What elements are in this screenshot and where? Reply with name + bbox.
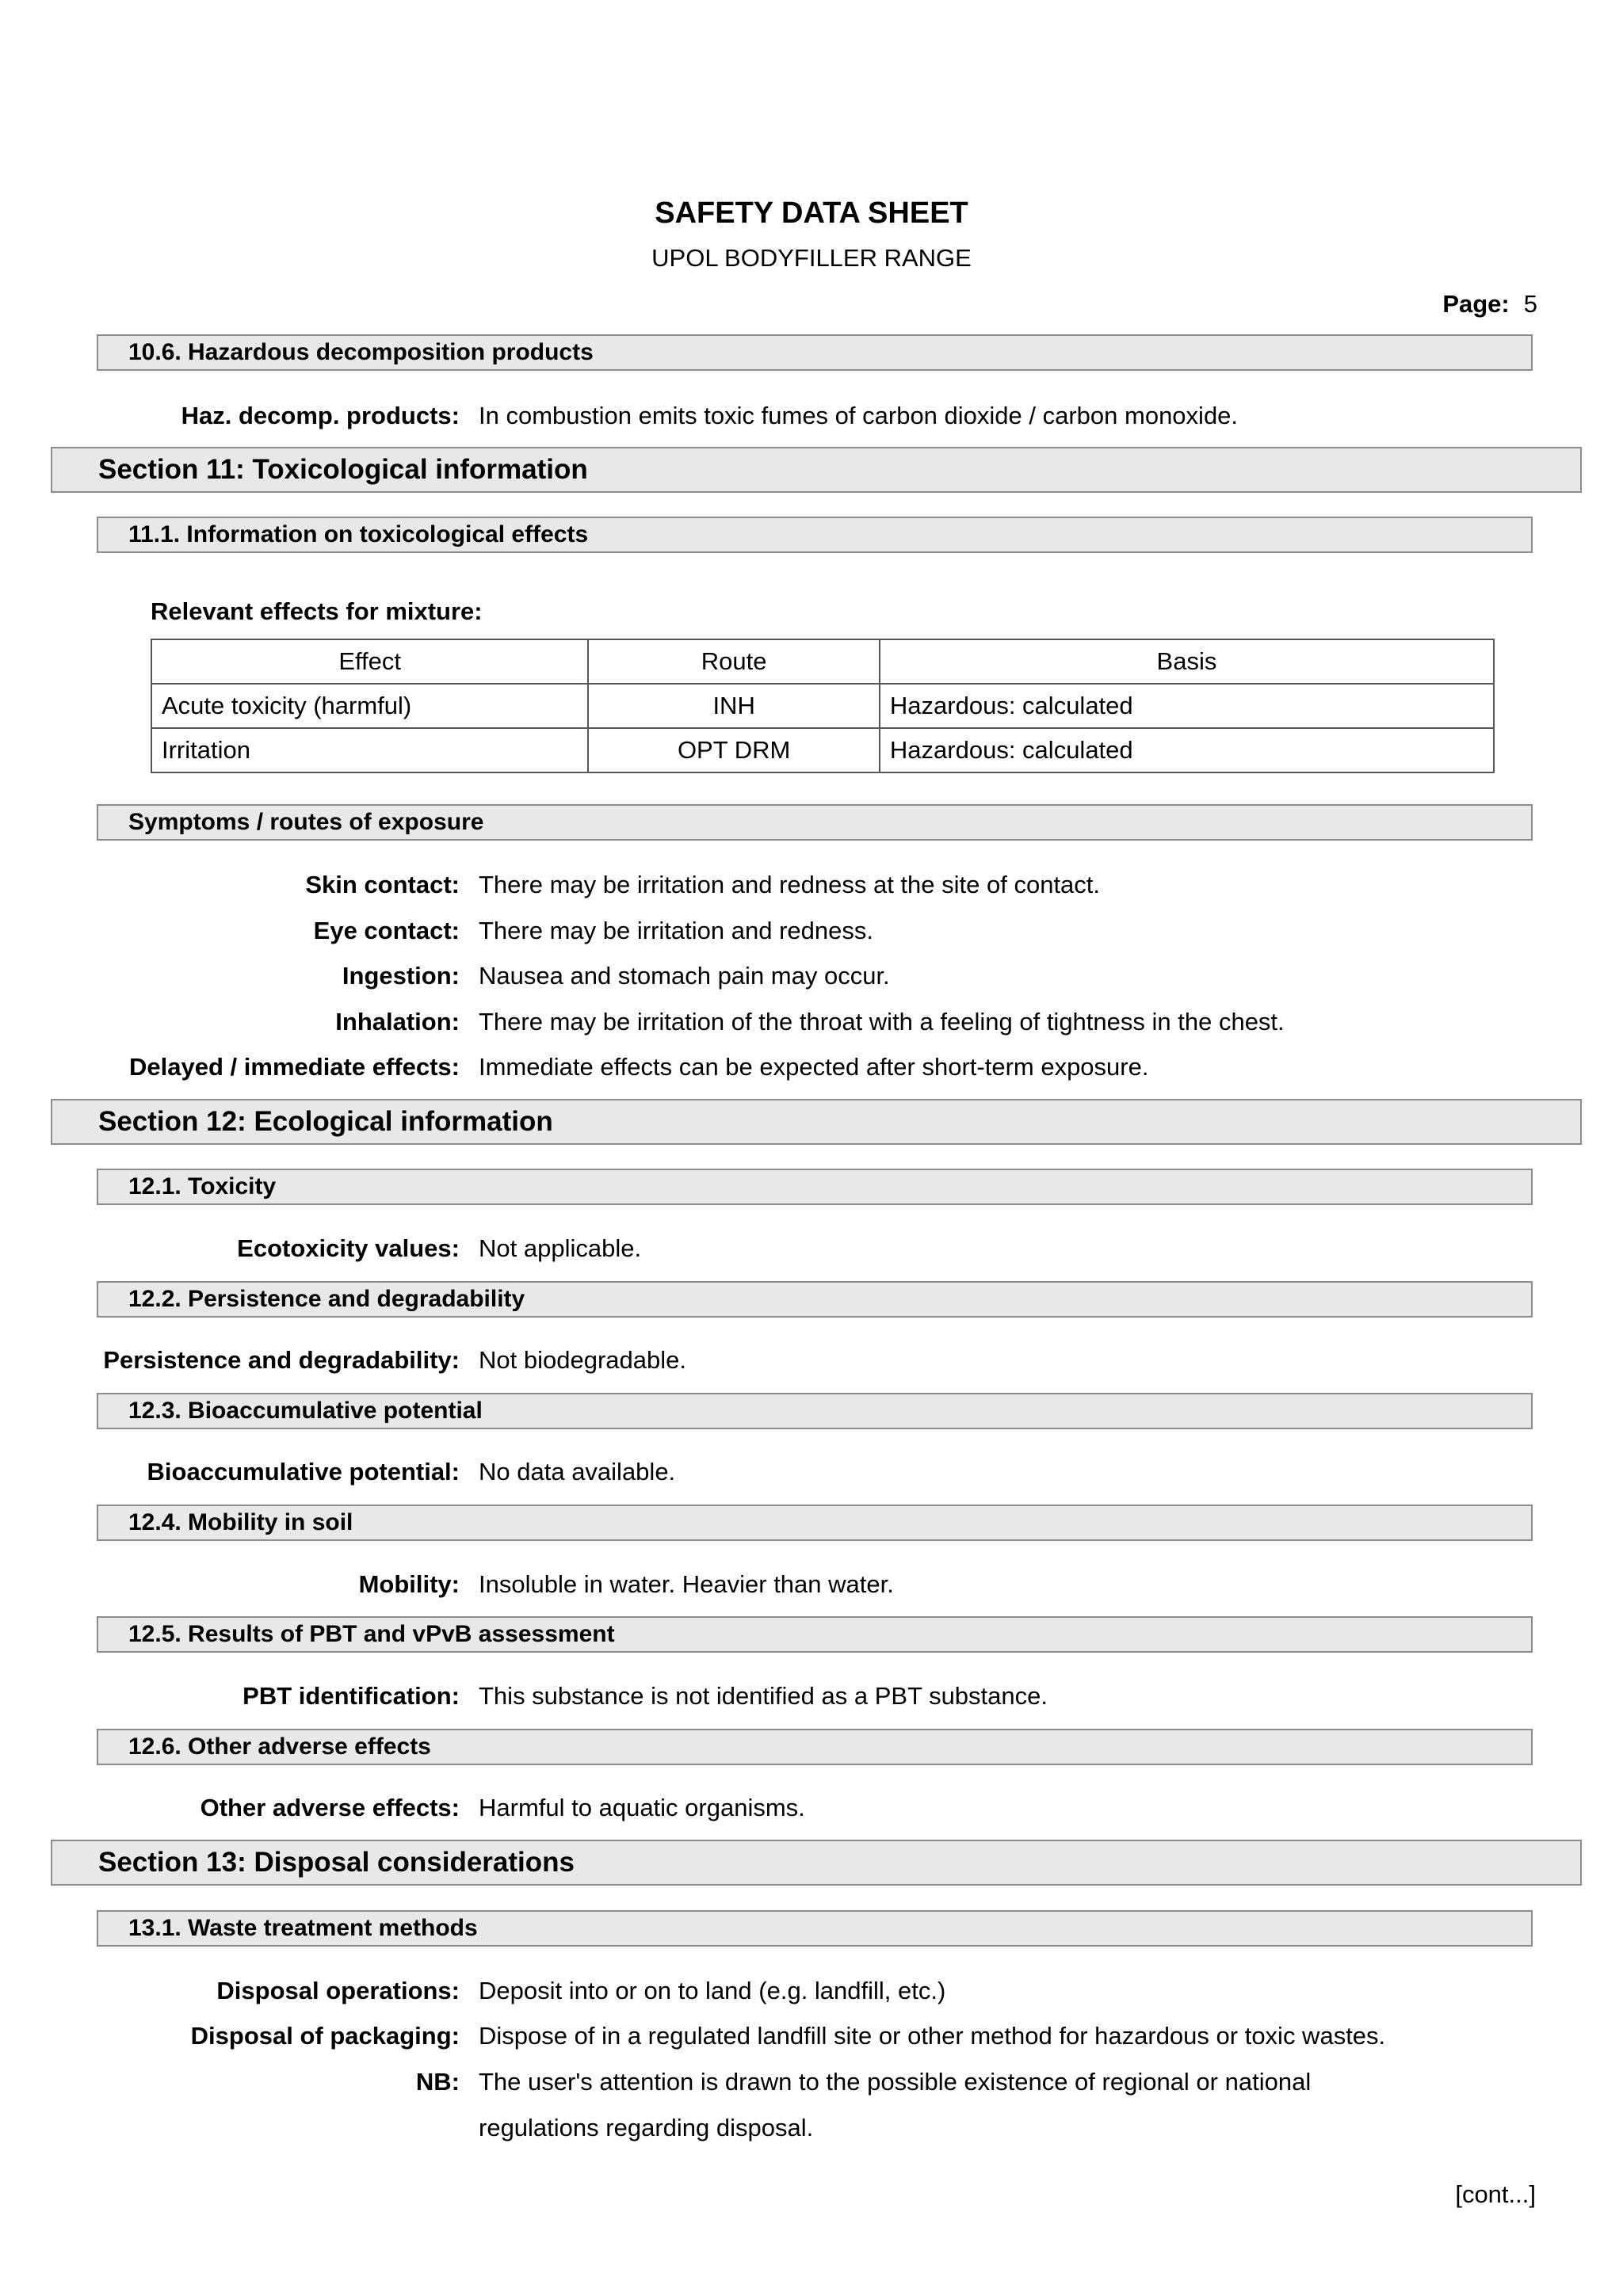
eye-contact-label: Eye contact: xyxy=(313,917,460,944)
eye-contact-value: There may be irritation and redness. xyxy=(479,917,873,944)
effect-cell: Irritation xyxy=(151,728,588,772)
delayed-effects-value: Immediate effects can be expected after short-term exposure. xyxy=(479,1053,1149,1081)
mobility-value: Insoluble in water. Heavier than water. xyxy=(479,1570,894,1598)
ecotoxicity-row xyxy=(0,1233,1623,1264)
haz-decomp-label: Haz. decomp. products: xyxy=(181,402,460,429)
ingestion-row xyxy=(0,960,1623,992)
bioaccumulative-value: No data available. xyxy=(479,1458,676,1486)
mobility-row xyxy=(0,1569,1623,1600)
delayed-effects-label: Delayed / immediate effects: xyxy=(129,1053,460,1081)
other-adverse-label: Other adverse effects: xyxy=(200,1794,460,1821)
subsection-13-1-heading: 13.1. Waste treatment methods xyxy=(97,1910,1533,1947)
route-cell: OPT DRM xyxy=(588,728,880,772)
nb-value-line-2: regulations regarding disposal. xyxy=(479,2114,814,2142)
disposal-operations-value: Deposit into or on to land (e.g. landfill, etc.) xyxy=(479,1977,946,2004)
ingestion-value: Nausea and stomach pain may occur. xyxy=(479,962,890,990)
pbt-label: PBT identification: xyxy=(242,1682,460,1710)
disposal-operations-row xyxy=(0,1975,1623,2007)
page-number: 5 xyxy=(1523,290,1537,318)
mobility-label: Mobility: xyxy=(358,1570,460,1598)
table-row xyxy=(151,728,1494,772)
disposal-packaging-value: Dispose of in a regulated landfill site or other method for hazardous or toxic wastes. xyxy=(479,2022,1386,2050)
section-12-heading: Section 12: Ecological information xyxy=(51,1099,1582,1145)
subsection-12-3-heading: 12.3. Bioaccumulative potential xyxy=(97,1393,1533,1429)
nb-label: NB: xyxy=(415,2068,460,2096)
subsection-12-6-heading: 12.6. Other adverse effects xyxy=(97,1729,1533,1765)
document-title: SAFETY DATA SHEET xyxy=(655,196,968,230)
column-header-route: Route xyxy=(588,639,880,684)
basis-cell: Hazardous: calculated xyxy=(880,728,1494,772)
nb-value-line-1: The user's attention is drawn to the possible existence of regional or national xyxy=(479,2068,1312,2096)
subsection-12-5-heading: 12.5. Results of PBT and vPvB assessment xyxy=(97,1616,1533,1653)
symptoms-heading: Symptoms / routes of exposure xyxy=(97,804,1533,841)
other-adverse-row xyxy=(0,1792,1623,1824)
persistence-label: Persistence and degradability: xyxy=(103,1346,460,1374)
continued-marker: [cont...] xyxy=(1455,2180,1536,2208)
column-header-basis: Basis xyxy=(880,639,1494,684)
disposal-operations-label: Disposal operations: xyxy=(216,1977,460,2004)
section-13-heading: Section 13: Disposal considerations xyxy=(51,1840,1582,1886)
inhalation-row xyxy=(0,1006,1623,1038)
relevant-effects-label: Relevant effects for mixture: xyxy=(151,597,483,625)
skin-contact-value: There may be irritation and redness at the site of contact. xyxy=(479,871,1101,898)
bioaccumulative-row xyxy=(0,1456,1623,1488)
persistence-value: Not biodegradable. xyxy=(479,1346,686,1374)
ecotoxicity-value: Not applicable. xyxy=(479,1234,642,1262)
haz-decomp-row xyxy=(0,400,1623,432)
subsection-10-6-heading: 10.6. Hazardous decomposition products xyxy=(97,334,1533,371)
subsection-12-1-heading: 12.1. Toxicity xyxy=(97,1169,1533,1205)
basis-cell: Hazardous: calculated xyxy=(880,684,1494,728)
subsection-12-2-heading: 12.2. Persistence and degradability xyxy=(97,1281,1533,1318)
table-header-row xyxy=(151,639,1494,684)
ingestion-label: Ingestion: xyxy=(342,962,460,990)
pbt-value: This substance is not identified as a PBT substance. xyxy=(479,1682,1048,1710)
nb-row xyxy=(0,2066,1623,2098)
other-adverse-value: Harmful to aquatic organisms. xyxy=(479,1794,805,1821)
disposal-packaging-row xyxy=(0,2020,1623,2052)
product-name: UPOL BODYFILLER RANGE xyxy=(651,244,972,272)
persistence-row xyxy=(0,1344,1623,1376)
section-11-heading: Section 11: Toxicological information xyxy=(51,447,1582,493)
table-row xyxy=(151,684,1494,728)
disposal-packaging-label: Disposal of packaging: xyxy=(190,2022,460,2050)
skin-contact-label: Skin contact: xyxy=(305,871,460,898)
column-header-effect: Effect xyxy=(151,639,588,684)
inhalation-value: There may be irritation of the throat with a feeling of tightness in the chest. xyxy=(479,1008,1285,1035)
relevant-effects-table xyxy=(151,639,1495,773)
subsection-11-1-heading: 11.1. Information on toxicological effects xyxy=(97,517,1533,553)
page-indicator xyxy=(1442,290,1537,318)
ecotoxicity-label: Ecotoxicity values: xyxy=(237,1234,460,1262)
route-cell: INH xyxy=(588,684,880,728)
page-label: Page: xyxy=(1442,290,1510,318)
nb-continuation-row xyxy=(0,2112,1623,2144)
pbt-row xyxy=(0,1680,1623,1712)
eye-contact-row xyxy=(0,915,1623,947)
subsection-12-4-heading: 12.4. Mobility in soil xyxy=(97,1505,1533,1541)
inhalation-label: Inhalation: xyxy=(335,1008,460,1035)
effect-cell: Acute toxicity (harmful) xyxy=(151,684,588,728)
skin-contact-row xyxy=(0,869,1623,901)
bioaccumulative-label: Bioaccumulative potential: xyxy=(147,1458,460,1486)
haz-decomp-value: In combustion emits toxic fumes of carbon dioxide / carbon monoxide. xyxy=(479,402,1239,429)
delayed-effects-row xyxy=(0,1051,1623,1083)
